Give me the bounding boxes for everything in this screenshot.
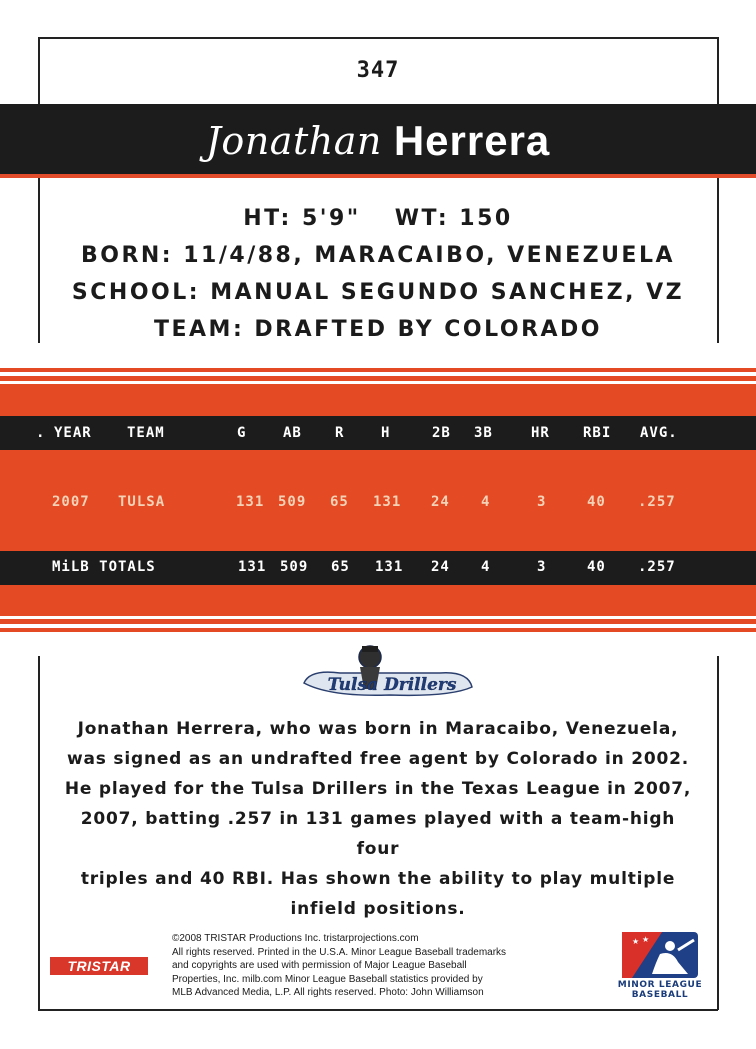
player-first-name: Jonathan — [205, 119, 382, 163]
stats-stripe-top-2 — [0, 381, 756, 384]
bio-school: SCHOOL: MANUAL SEGUNDO SANCHEZ, VZ — [71, 280, 685, 305]
stats-stripe-top-1 — [0, 372, 756, 376]
frame-left-lower — [38, 656, 40, 1010]
total-h: 131 — [375, 559, 404, 575]
tulsa-drillers-logo — [300, 643, 480, 705]
minor-league-baseball-logo — [622, 932, 698, 978]
stats-stripe-bottom-2 — [0, 624, 756, 628]
stats-stripe-bottom-1 — [0, 616, 756, 619]
blurb-line-2: was signed as an undrafted free agent by Colorado in 2002. — [67, 749, 689, 769]
svg-text:★: ★ — [632, 937, 640, 946]
blurb-line-4: 2007, batting .257 in 131 games played with a team-high four — [80, 809, 676, 859]
stats-row-2007 — [0, 486, 756, 520]
bio-section — [0, 200, 756, 348]
legal-line-4: Properties, Inc. milb.com Minor League Baseball statistics provided by — [172, 973, 483, 985]
legal-line-3: and copyrights are used with permission of Major League Baseball — [172, 960, 467, 971]
svg-text:★: ★ — [642, 935, 650, 944]
header-g: G — [237, 425, 247, 441]
total-g: 131 — [238, 559, 267, 575]
cell-team: TULSA — [118, 494, 166, 510]
cell-year: 2007 — [52, 494, 90, 510]
total-ab: 509 — [280, 559, 309, 575]
tulsa-drillers-wordmark: Tulsa Drillers — [327, 675, 457, 695]
milb-wordmark — [606, 980, 714, 1000]
cell-3b: 4 — [481, 494, 491, 510]
cell-r: 65 — [330, 494, 349, 510]
blurb-line-3: He played for the Tulsa Drillers in the Texas League in 2007, — [64, 779, 692, 799]
legal-text — [172, 932, 612, 1000]
cell-h: 131 — [373, 494, 402, 510]
cell-rbi: 40 — [587, 494, 606, 510]
cell-ab: 509 — [278, 494, 307, 510]
totals-label: MiLB TOTALS — [52, 559, 156, 575]
header-team: TEAM — [127, 425, 165, 441]
stats-totals-row — [0, 551, 756, 585]
header-year: YEAR — [54, 425, 92, 441]
bio-born: BORN: 11/4/88, MARACAIBO, VENEZUELA — [80, 243, 676, 268]
cell-g: 131 — [236, 494, 265, 510]
header-r: R — [335, 425, 345, 441]
legal-line-1: ©2008 TRISTAR Productions Inc. tristarprojections.com — [172, 933, 419, 944]
player-blurb — [60, 714, 696, 924]
header-ab: AB — [283, 425, 302, 441]
cell-2b: 24 — [431, 494, 450, 510]
header-2b: 2B — [432, 425, 451, 441]
frame-right-lower — [717, 656, 719, 1010]
header-hr: HR — [531, 425, 550, 441]
blurb-line-1: Jonathan Herrera, who was born in Maracaibo, Venezuela, — [77, 719, 679, 739]
stats-header-row — [0, 416, 756, 450]
tristar-logo: TRISTAR — [50, 957, 148, 975]
total-rbi: 40 — [587, 559, 606, 575]
frame-bottom-line — [38, 1009, 718, 1011]
name-band — [0, 104, 756, 178]
total-2b: 24 — [431, 559, 450, 575]
header-3b: 3B — [474, 425, 493, 441]
total-avg: .257 — [638, 559, 676, 575]
blurb-line-5: triples and 40 RBI. Has shown the ability to play multiple — [80, 869, 676, 889]
header-dot: . — [36, 425, 46, 441]
legal-line-2: All rights reserved. Printed in the U.S.A. Minor League Baseball trademarks — [172, 946, 507, 958]
header-rbi: RBI — [583, 425, 612, 441]
bio-height: HT: 5'9" — [243, 206, 361, 231]
player-last-name: Herrera — [393, 117, 551, 164]
total-r: 65 — [331, 559, 350, 575]
milb-line-1: MINOR LEAGUE — [617, 980, 703, 990]
total-3b: 4 — [481, 559, 491, 575]
card-number: 347 — [356, 58, 400, 83]
name-underline — [0, 174, 756, 178]
header-avg: AVG. — [640, 425, 678, 441]
cell-avg: .257 — [638, 494, 676, 510]
milb-line-2: BASEBALL — [631, 990, 689, 1000]
blurb-line-6: infield positions. — [290, 899, 466, 919]
legal-line-5: MLB Advanced Media, L.P. All rights reserved. Photo: John Williamson — [172, 987, 484, 998]
frame-top-line — [38, 37, 718, 39]
header-h: H — [381, 425, 391, 441]
total-hr: 3 — [537, 559, 547, 575]
cell-hr: 3 — [537, 494, 547, 510]
bio-team: TEAM: DRAFTED BY COLORADO — [154, 317, 602, 342]
bio-weight: WT: 150 — [394, 206, 513, 231]
